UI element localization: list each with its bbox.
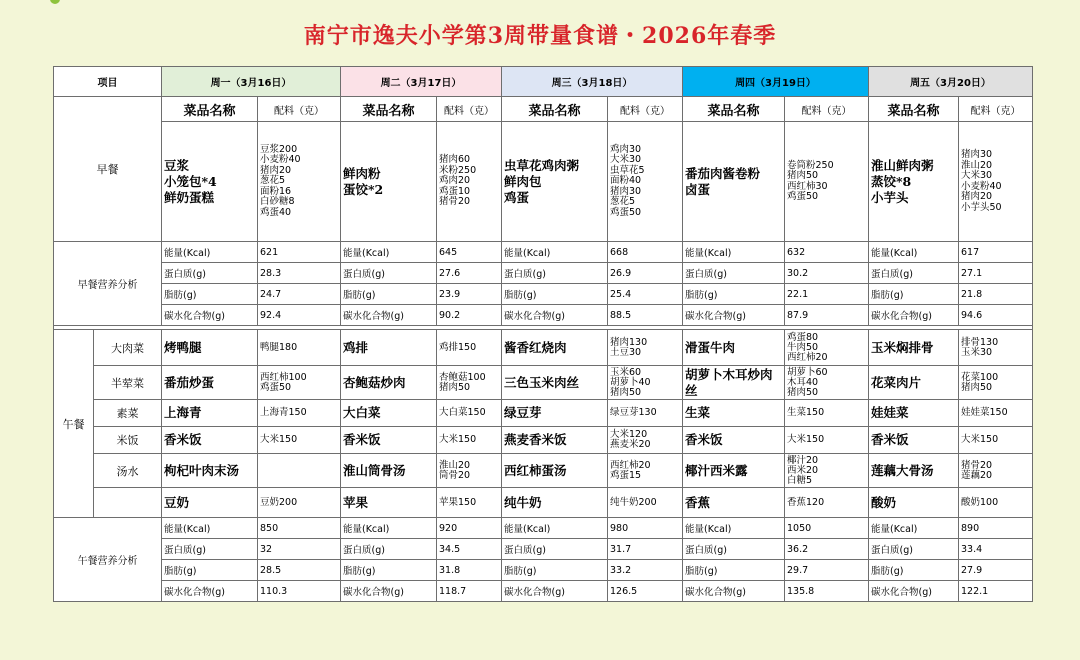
lunch-ing: 排骨130 玉米30: [959, 330, 1033, 366]
nutrient-value: 31.7: [608, 539, 683, 560]
nutrient-name: 碳水化合物(g): [341, 305, 437, 326]
lunch-nutrition-row: [54, 560, 1033, 581]
breakfast-nutrition-label: 早餐营养分析: [54, 242, 162, 326]
lunch-ing: 大米120 燕麦米20: [608, 427, 683, 454]
lunch-row: [54, 400, 1033, 427]
day-header-fri: 周五（3月20日）: [869, 67, 1033, 97]
lunch-ing: 胡萝卜60 木耳40 猪肉50: [785, 366, 869, 400]
menu-table: [53, 66, 1033, 602]
nutrient-value: 31.8: [437, 560, 502, 581]
nutrient-value: 21.8: [959, 284, 1033, 305]
breakfast-dish-tue: 鲜肉粉 蛋饺*2: [341, 122, 437, 242]
nutrient-name: 脂肪(g): [502, 284, 608, 305]
ing-col-header: 配料（克）: [959, 97, 1033, 122]
lunch-ing: 椰汁20 西米20 白糖5: [785, 454, 869, 488]
nutrient-value: 632: [785, 242, 869, 263]
breakfast-dish-fri: 淮山鲜肉粥 蒸饺*8 小芋头: [869, 122, 959, 242]
nutrient-value: 27.6: [437, 263, 502, 284]
nutrient-name: 脂肪(g): [683, 284, 785, 305]
lunch-dish: 花菜肉片: [869, 366, 959, 400]
nutrient-value: 27.1: [959, 263, 1033, 284]
lunch-dish: 玉米焖排骨: [869, 330, 959, 366]
lunch-category: 素菜: [94, 400, 162, 427]
nutrient-name: 能量(Kcal): [162, 518, 258, 539]
nutrient-value: 24.7: [258, 284, 341, 305]
nutrient-value: 25.4: [608, 284, 683, 305]
nutrient-name: 能量(Kcal): [683, 242, 785, 263]
nutrient-name: 碳水化合物(g): [162, 581, 258, 602]
nutrient-value: 890: [959, 518, 1033, 539]
ing-col-header: 配料（克）: [785, 97, 869, 122]
nutrient-value: 23.9: [437, 284, 502, 305]
nutrient-value: 645: [437, 242, 502, 263]
nutrient-name: 蛋白质(g): [162, 539, 258, 560]
lunch-ing: 生菜150: [785, 400, 869, 427]
breakfast-ing-fri: 猪肉30 淮山20 大米30 小麦粉40 猪肉20 小芋头50: [959, 122, 1033, 242]
lunch-dish: 胡萝卜木耳炒肉丝: [683, 366, 785, 400]
nutrient-value: 28.5: [258, 560, 341, 581]
breakfast-ing-tue: 猪肉60 米粉250 鸡肉20 鸡蛋10 猪骨20: [437, 122, 502, 242]
lunch-ing: 大米150: [959, 427, 1033, 454]
lunch-dish: 杏鲍菇炒肉: [341, 366, 437, 400]
nutrient-name: 蛋白质(g): [341, 539, 437, 560]
nutrient-name: 脂肪(g): [341, 560, 437, 581]
day-header-wed: 周三（3月18日）: [502, 67, 683, 97]
lunch-dish: 香米饭: [683, 427, 785, 454]
nutrient-name: 脂肪(g): [869, 560, 959, 581]
nutrient-name: 碳水化合物(g): [683, 305, 785, 326]
nutrient-name: 能量(Kcal): [869, 242, 959, 263]
lunch-dish: 豆奶: [162, 488, 258, 518]
nutrient-value: 110.3: [258, 581, 341, 602]
nutrient-name: 脂肪(g): [341, 284, 437, 305]
lunch-ing: 纯牛奶200: [608, 488, 683, 518]
lunch-dish: 苹果: [341, 488, 437, 518]
nutrient-value: 26.9: [608, 263, 683, 284]
nutrient-name: 碳水化合物(g): [869, 305, 959, 326]
nutrient-value: 617: [959, 242, 1033, 263]
lunch-dish: 大白菜: [341, 400, 437, 427]
breakfast-dish-thu: 番茄肉酱卷粉 卤蛋: [683, 122, 785, 242]
lunch-label: 午餐: [54, 330, 94, 518]
lunch-ing: 猪肉130 土豆30: [608, 330, 683, 366]
breakfast-dish-mon: 豆浆 小笼包*4 鲜奶蛋糕: [162, 122, 258, 242]
lunch-ing: 猪骨20 莲藕20: [959, 454, 1033, 488]
lunch-ing: 娃娃菜150: [959, 400, 1033, 427]
lunch-category: 米饭: [94, 427, 162, 454]
lunch-ing: 大米150: [785, 427, 869, 454]
lunch-ing: 淮山20 筒骨20: [437, 454, 502, 488]
page-title: 南宁市逸夫小学第3周带量食谱・2026年春季: [303, 23, 777, 49]
lunch-ing: 杏鲍菇100 猪肉50: [437, 366, 502, 400]
nutrient-value: 87.9: [785, 305, 869, 326]
day-header-thu: 周四（3月19日）: [683, 67, 869, 97]
lunch-nutrition-label: 午餐营养分析: [54, 518, 162, 602]
lunch-ing: 西红柿100 鸡蛋50: [258, 366, 341, 400]
lunch-nutrition-row: [54, 518, 1033, 539]
nutrient-value: 88.5: [608, 305, 683, 326]
ing-col-header: 配料（克）: [437, 97, 502, 122]
lunch-dish: 烤鸭腿: [162, 330, 258, 366]
lunch-ing: 大白菜150: [437, 400, 502, 427]
breakfast-nutrition-row: [54, 242, 1033, 263]
nutrient-value: 126.5: [608, 581, 683, 602]
lunch-dish: 滑蛋牛肉: [683, 330, 785, 366]
nutrient-name: 碳水化合物(g): [162, 305, 258, 326]
lunch-ing: 上海青150: [258, 400, 341, 427]
nutrient-value: 29.7: [785, 560, 869, 581]
nutrient-name: 碳水化合物(g): [869, 581, 959, 602]
ing-col-header: 配料（克）: [608, 97, 683, 122]
lunch-dish: 椰汁西米露: [683, 454, 785, 488]
breakfast-dish-wed: 虫草花鸡肉粥 鲜肉包 鸡蛋: [502, 122, 608, 242]
nutrient-name: 蛋白质(g): [869, 539, 959, 560]
nutrient-name: 能量(Kcal): [502, 518, 608, 539]
lunch-ing: 鸡排150: [437, 330, 502, 366]
nutrient-name: 碳水化合物(g): [502, 305, 608, 326]
lunch-row: [54, 366, 1033, 400]
nutrient-name: 蛋白质(g): [502, 263, 608, 284]
breakfast-ing-wed: 鸡肉30 大米30 虫草花5 面粉40 猪肉30 葱花5 鸡蛋50: [608, 122, 683, 242]
nutrient-value: 135.8: [785, 581, 869, 602]
lunch-dish: 西红柿蛋汤: [502, 454, 608, 488]
lunch-row: [54, 454, 1033, 488]
nutrient-value: 28.3: [258, 263, 341, 284]
lunch-row: [54, 488, 1033, 518]
dish-col-header: 菜品名称: [502, 97, 608, 122]
lunch-ing: 大米150: [258, 427, 341, 454]
nutrient-name: 蛋白质(g): [162, 263, 258, 284]
lunch-dish: 鸡排: [341, 330, 437, 366]
nutrient-value: 34.5: [437, 539, 502, 560]
dish-col-header: 菜品名称: [683, 97, 785, 122]
lunch-ing: 苹果150: [437, 488, 502, 518]
breakfast-nutrition-row: [54, 263, 1033, 284]
nutrient-name: 碳水化合物(g): [341, 581, 437, 602]
nutrient-value: 621: [258, 242, 341, 263]
lunch-category: [94, 488, 162, 518]
nutrient-name: 脂肪(g): [162, 284, 258, 305]
lunch-row: [54, 330, 1033, 366]
nutrient-name: 脂肪(g): [683, 560, 785, 581]
corner-decoration: [50, 0, 60, 4]
lunch-dish: 香米饭: [869, 427, 959, 454]
lunch-dish: 酱香红烧肉: [502, 330, 608, 366]
nutrient-name: 能量(Kcal): [162, 242, 258, 263]
lunch-dish: 香米饭: [162, 427, 258, 454]
nutrient-value: 920: [437, 518, 502, 539]
lunch-ing: 鸭腿180: [258, 330, 341, 366]
nutrient-value: 118.7: [437, 581, 502, 602]
nutrient-value: 122.1: [959, 581, 1033, 602]
nutrient-value: 33.4: [959, 539, 1033, 560]
lunch-dish: 娃娃菜: [869, 400, 959, 427]
nutrient-value: 90.2: [437, 305, 502, 326]
lunch-dish: 莲藕大骨汤: [869, 454, 959, 488]
lunch-ing: 玉米60 胡萝卜40 猪肉50: [608, 366, 683, 400]
nutrient-name: 能量(Kcal): [341, 518, 437, 539]
dish-col-header: 菜品名称: [162, 97, 258, 122]
nutrient-value: 92.4: [258, 305, 341, 326]
nutrient-value: 33.2: [608, 560, 683, 581]
lunch-row: [54, 427, 1033, 454]
lunch-dish: 上海青: [162, 400, 258, 427]
lunch-dish: 燕麦香米饭: [502, 427, 608, 454]
lunch-ing: 西红柿20 鸡蛋15: [608, 454, 683, 488]
nutrient-name: 碳水化合物(g): [502, 581, 608, 602]
subheader-row: [54, 97, 1033, 122]
item-header: 项目: [54, 67, 162, 97]
nutrient-value: 1050: [785, 518, 869, 539]
dish-col-header: 菜品名称: [341, 97, 437, 122]
day-header-tue: 周二（3月17日）: [341, 67, 502, 97]
breakfast-nutrition-row: [54, 305, 1033, 326]
lunch-category: 汤水: [94, 454, 162, 488]
lunch-ing: 绿豆芽130: [608, 400, 683, 427]
lunch-dish: 生菜: [683, 400, 785, 427]
lunch-ing: 大米150: [437, 427, 502, 454]
lunch-ing: 酸奶100: [959, 488, 1033, 518]
nutrient-value: 94.6: [959, 305, 1033, 326]
nutrient-name: 脂肪(g): [502, 560, 608, 581]
nutrient-name: 蛋白质(g): [683, 539, 785, 560]
lunch-nutrition-row: [54, 539, 1033, 560]
lunch-ing: 花菜100 猪肉50: [959, 366, 1033, 400]
nutrient-name: 能量(Kcal): [502, 242, 608, 263]
lunch-ing: 鸡蛋80 牛肉50 西红柿20: [785, 330, 869, 366]
day-header-mon: 周一（3月16日）: [162, 67, 341, 97]
lunch-dish: 纯牛奶: [502, 488, 608, 518]
lunch-ing: 香蕉120: [785, 488, 869, 518]
nutrient-value: 32: [258, 539, 341, 560]
ing-col-header: 配料（克）: [258, 97, 341, 122]
nutrient-name: 脂肪(g): [162, 560, 258, 581]
nutrient-name: 能量(Kcal): [341, 242, 437, 263]
nutrient-name: 能量(Kcal): [683, 518, 785, 539]
lunch-dish: 枸杞叶肉末汤: [162, 454, 258, 488]
dish-col-header: 菜品名称: [869, 97, 959, 122]
lunch-dish: 绿豆芽: [502, 400, 608, 427]
nutrient-name: 脂肪(g): [869, 284, 959, 305]
nutrient-name: 碳水化合物(g): [683, 581, 785, 602]
nutrient-name: 能量(Kcal): [869, 518, 959, 539]
lunch-dish: 番茄炒蛋: [162, 366, 258, 400]
lunch-dish: 三色玉米肉丝: [502, 366, 608, 400]
nutrient-value: 850: [258, 518, 341, 539]
lunch-dish: 香米饭: [341, 427, 437, 454]
nutrient-value: 22.1: [785, 284, 869, 305]
lunch-category: 半荤菜: [94, 366, 162, 400]
nutrient-name: 蛋白质(g): [869, 263, 959, 284]
lunch-ing: [258, 454, 341, 488]
breakfast-ing-thu: 卷筒粉250 猪肉50 西红柿30 鸡蛋50: [785, 122, 869, 242]
nutrient-value: 668: [608, 242, 683, 263]
header-row: [54, 67, 1033, 97]
breakfast-nutrition-row: [54, 284, 1033, 305]
nutrient-name: 蛋白质(g): [683, 263, 785, 284]
lunch-dish: 香蕉: [683, 488, 785, 518]
nutrient-name: 蛋白质(g): [502, 539, 608, 560]
breakfast-ing-mon: 豆浆200 小麦粉40 猪肉20 葱花5 面粉16 白砂糖8 鸡蛋40: [258, 122, 341, 242]
nutrient-value: 27.9: [959, 560, 1033, 581]
nutrient-value: 30.2: [785, 263, 869, 284]
lunch-dish: 酸奶: [869, 488, 959, 518]
nutrient-value: 36.2: [785, 539, 869, 560]
lunch-category: 大肉菜: [94, 330, 162, 366]
nutrient-value: 980: [608, 518, 683, 539]
breakfast-label: 早餐: [54, 97, 162, 242]
lunch-dish: 淮山筒骨汤: [341, 454, 437, 488]
lunch-ing: 豆奶200: [258, 488, 341, 518]
breakfast-row: [54, 122, 1033, 242]
lunch-nutrition-row: [54, 581, 1033, 602]
nutrient-name: 蛋白质(g): [341, 263, 437, 284]
